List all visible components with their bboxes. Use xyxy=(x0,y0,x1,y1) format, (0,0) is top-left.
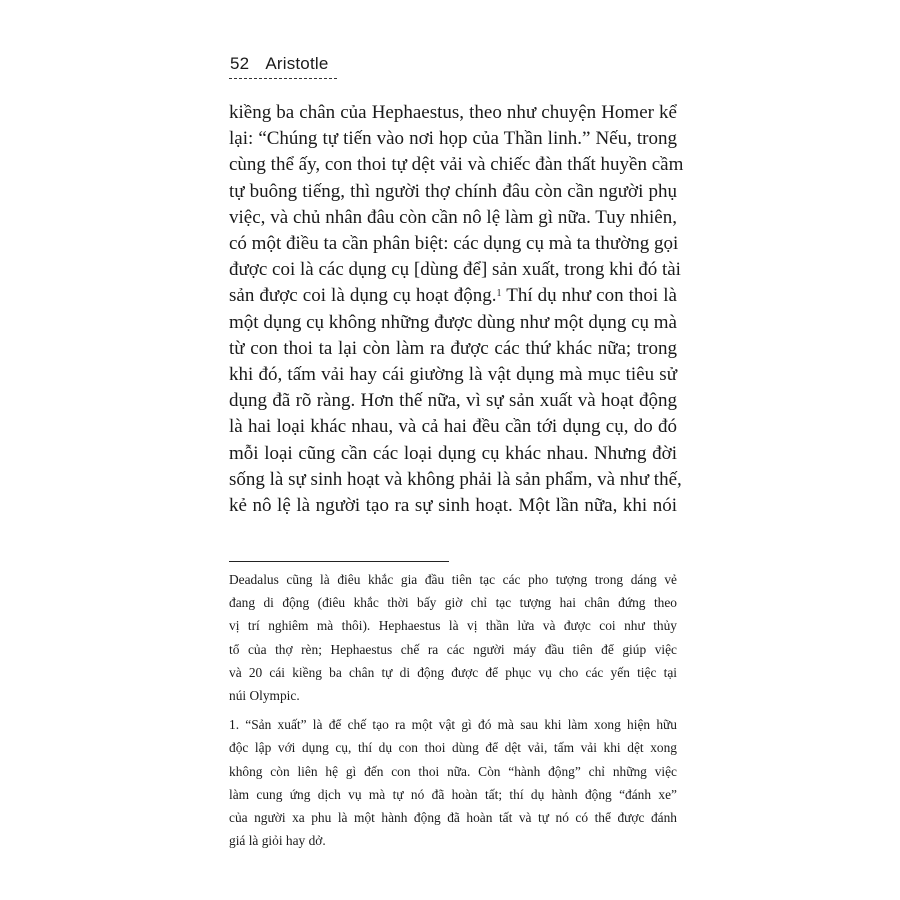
text-line: lại: “Chúng tự tiến vào nơi họp của Thần linh.” Nếu, trong xyxy=(229,128,677,150)
text-line: từ con thoi ta lại còn làm ra được các thứ khác nữa; trong xyxy=(229,337,677,359)
text-line: có một điều ta cần phân biệt: các dụng cụ mà ta thường gọi xyxy=(229,233,679,255)
text-line: dụng đã rõ ràng. Hơn thế nữa, vì sự sản xuất và hoạt động xyxy=(229,390,677,412)
footnote-line: và 20 cái kiềng ba chân tự di động được để phục vụ cho các yến tiệc tại xyxy=(229,664,677,680)
footnotes xyxy=(229,568,677,852)
footnote-line: núi Olympic. xyxy=(229,688,300,704)
text-line: khi đó, tấm vải hay cái giường là vật dụng mà mục tiêu sử xyxy=(229,364,677,386)
text-line: mỗi loại cũng cần các loại dụng cụ khác nhau. Nhưng đời xyxy=(229,442,677,464)
footnote-separator xyxy=(229,561,449,562)
footnote-line: Deadalus cũng là điêu khắc gia đầu tiên tạc các pho tượng trong dáng vẻ xyxy=(229,572,677,587)
text-line: được coi là các dụng cụ [dùng để] sản xuất, trong khi đó tài xyxy=(229,259,681,281)
running-title: Aristotle xyxy=(265,54,329,73)
text-fragment: sản được coi là dụng cụ hoạt động. xyxy=(229,285,497,307)
footnote-continued xyxy=(229,568,677,707)
footnote-line: vị trí nghiêm mà thôi). Hephaestus là vị thần lửa và được coi như thủy xyxy=(229,618,677,634)
running-head xyxy=(230,54,329,74)
text-line: sống là sự sinh hoạt và không phải là sản phẩm, và như thế, xyxy=(229,468,682,490)
text-fragment: Thí dụ như con thoi là xyxy=(501,285,677,307)
footnote-line: độc lập với dụng cụ, thí dụ con thoi dùng để dệt vải, tấm vải khi dệt xong xyxy=(229,740,677,756)
footnote-line: đang di động (điêu khắc thời bấy giờ chỉ tạc tượng hai chân đứng theo xyxy=(229,595,677,611)
text-line: là hai loại khác nhau, và cả hai đều cần tới dụng cụ, do đó xyxy=(229,416,677,438)
footnote-line: 1. “Sản xuất” là để chế tạo ra một vật gì đó mà sau khi làm xong hiện hữu xyxy=(229,717,677,733)
text-line: một dụng cụ không những được dùng như một dụng cụ mà xyxy=(229,311,677,333)
footnote-1 xyxy=(229,713,677,852)
text-line: tự buông tiếng, thì người thợ chính đâu còn cần người phụ xyxy=(229,180,677,202)
text-line: cùng thể ấy, con thoi tự dệt vải và chiếc đàn thất huyền cầm xyxy=(229,154,684,176)
page-number: 52 xyxy=(230,54,250,73)
footnote-line: của người xa phu là một hành động đã hoàn tất và tự nó có thể được đánh xyxy=(229,810,677,826)
text-line: việc, và chủ nhân đâu còn cần nô lệ làm gì nữa. Tuy nhiên, xyxy=(229,206,677,228)
text-line: kiềng ba chân của Hephaestus, theo như chuyện Homer kể xyxy=(229,102,677,123)
header-dashed-rule xyxy=(229,78,337,79)
text-line-with-footnote-ref xyxy=(229,283,677,309)
footnote-line: không còn liên hệ gì đến con thoi nữa. Còn “hành động” chỉ những việc xyxy=(229,763,677,779)
main-text xyxy=(229,100,684,519)
footnote-line: tổ của thợ rèn; Hephaestus chế ra các người máy đầu tiên để giúp việc xyxy=(229,641,677,657)
footnote-line: giá là giỏi hay dở. xyxy=(229,833,326,849)
text-line: kẻ nô lệ là người tạo ra sự sinh hoạt. Một lần nữa, khi nói xyxy=(229,495,677,517)
footnote-line: làm cung ứng dịch vụ mà tự nó đã hoàn tất; thí dụ hành động “đánh xe” xyxy=(229,786,677,802)
footnote-reference[interactable]: 1 xyxy=(496,288,502,300)
